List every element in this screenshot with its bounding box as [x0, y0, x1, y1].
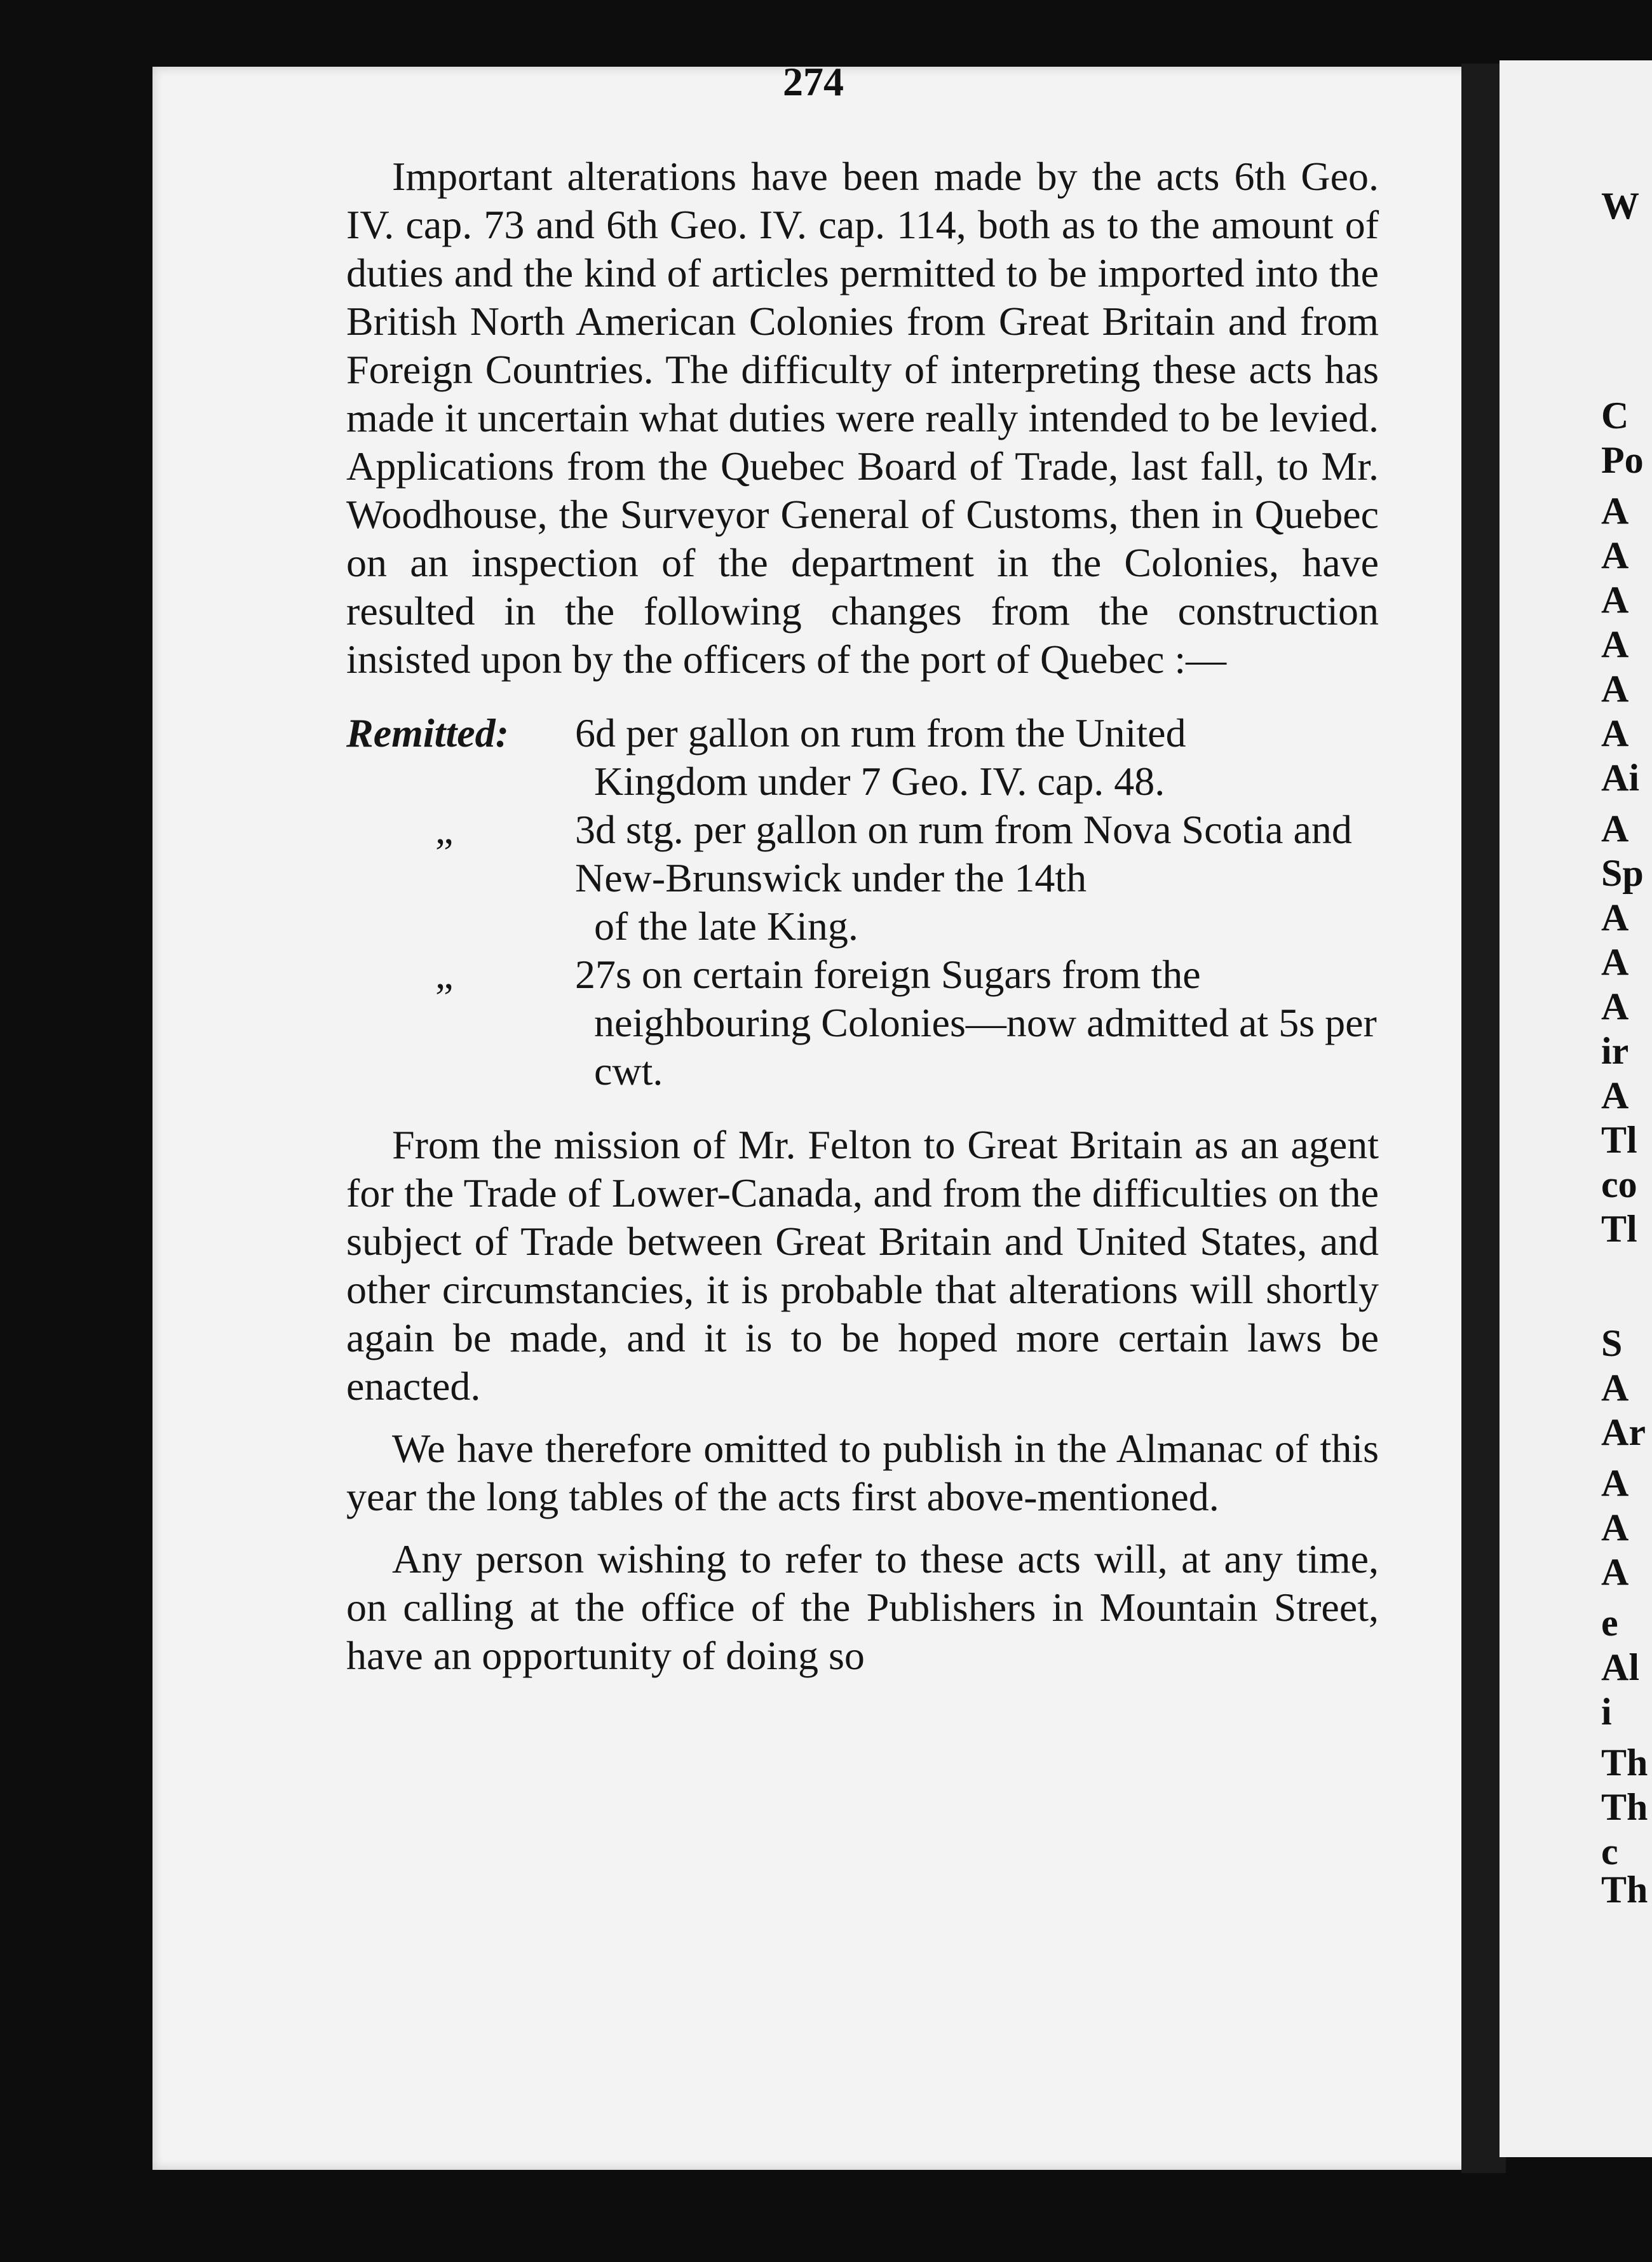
- remitted-item: [346, 951, 1379, 1095]
- right-page-fragment: A: [1601, 1462, 1629, 1504]
- right-page-fragment: W: [1601, 185, 1639, 227]
- paragraph-reference: Any person wishing to refer to these acts will, at any time, on calling at the office of the Publishers in Mountain Street, have an opportunity of doing so: [346, 1536, 1379, 1678]
- remitted-item-text: 27s on certain foreign Sugars from the: [575, 952, 1201, 997]
- remitted-item: [346, 806, 1379, 951]
- right-page-fragment: Tl: [1601, 1208, 1637, 1250]
- right-page-fragment: A: [1601, 985, 1629, 1027]
- remitted-list: [346, 709, 1379, 1095]
- right-page-fragment: A: [1601, 808, 1629, 850]
- page-body: [346, 152, 1379, 1694]
- page-number: 274: [783, 59, 844, 104]
- right-page-fragment: c: [1601, 1831, 1618, 1873]
- ditto-mark: „: [435, 807, 454, 852]
- right-page-fragment: Po: [1601, 439, 1644, 481]
- right-page-fragment: Th: [1601, 1786, 1648, 1828]
- remitted-item-continuation: of the late King.: [594, 904, 858, 949]
- right-page-fragment: C: [1601, 395, 1629, 437]
- right-page-fragment: Sp: [1601, 852, 1644, 894]
- right-page-fragment: A: [1601, 668, 1629, 710]
- right-page-fragment: Al: [1601, 1646, 1639, 1688]
- remitted-item: [346, 709, 1379, 806]
- right-page-fragment: e: [1601, 1602, 1618, 1644]
- right-page-fragment: A: [1601, 1507, 1629, 1548]
- right-page-fragment: Ar: [1601, 1411, 1646, 1453]
- right-page-fragment: Th: [1601, 1742, 1648, 1784]
- remitted-item-continuation: Kingdom under 7 Geo. IV. cap. 48.: [594, 759, 1165, 804]
- right-page-fragment: A: [1601, 490, 1629, 532]
- right-page-fragment: A: [1601, 579, 1629, 621]
- right-page-fragment: A: [1601, 1074, 1629, 1116]
- remitted-item-text: 6d per gallon on rum from the United: [575, 710, 1186, 755]
- ditto-mark: „: [435, 952, 454, 997]
- remitted-item-continuation: neighbouring Colonies—now admitted at 5s per cwt.: [594, 1000, 1377, 1094]
- remitted-label: Remitted:: [346, 710, 509, 755]
- right-page-fragment: Th: [1601, 1869, 1648, 1911]
- remitted-item-text: 3d stg. per gallon on rum from Nova Scotia and New-Brunswick under the 14th: [575, 807, 1352, 900]
- right-page-fragment: A: [1601, 712, 1629, 754]
- right-page-fragment: ir: [1601, 1030, 1629, 1072]
- right-page-fragment: A: [1601, 1367, 1629, 1409]
- paragraph-intro: Important alterations have been made by the acts 6th Geo. IV. cap. 73 and 6th Geo. IV. cap. 114, both as to the amount of duties and the kind of articles permitted to be imported into the British North American Colonies from Great Britain and from Foreign Countries. The difficulty of interpreting these acts has made it uncertain what duties were really intended to be levied. Applications from the Quebec Board of Trade, last fall, to Mr. Woodhouse, the Surveyor General of Customs, then in Quebec on an inspection of the department in the Colonies, have resulted in the following changes from the construction insisted upon by the officers of the port of Quebec :—: [346, 154, 1379, 682]
- right-page-fragment: A: [1601, 623, 1629, 665]
- right-page-fragment: A: [1601, 1551, 1629, 1593]
- right-page-fragment: i: [1601, 1691, 1612, 1733]
- paragraph-felton: From the mission of Mr. Felton to Great Britain as an agent for the Trade of Lower-Canada, and from the difficulties on the subject of Trade between Great Britain and United States, and other circumstancies, it is probable that alterations will shortly again be made, and it is to be hoped more certain laws be enacted.: [346, 1122, 1379, 1409]
- right-page-fragment: A: [1601, 941, 1629, 983]
- paragraph-omitted: We have therefore omitted to publish in the Almanac of this year the long tables of the acts first above-mentioned.: [346, 1426, 1379, 1519]
- right-page-fragment: A: [1601, 534, 1629, 576]
- right-page-fragment: co: [1601, 1163, 1637, 1205]
- right-page-fragment: Ai: [1601, 757, 1639, 799]
- right-page-fragment: S: [1601, 1322, 1623, 1364]
- right-page: [1500, 60, 1652, 2157]
- right-page-fragment: Tl: [1601, 1119, 1637, 1161]
- right-page-fragment: A: [1601, 897, 1629, 938]
